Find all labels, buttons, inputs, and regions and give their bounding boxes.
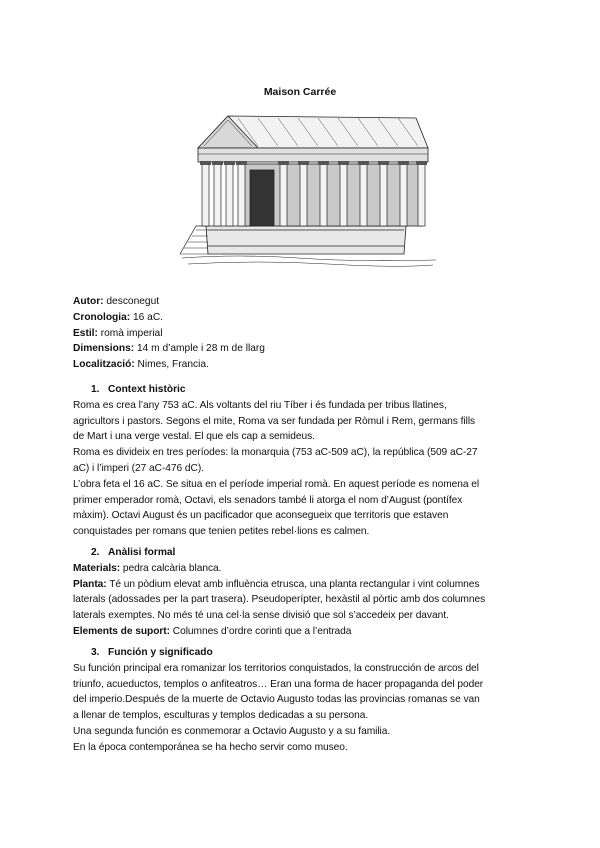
paragraph-line: Una segunda función es conmemorar a Octavio Augusto y a su familia.: [73, 725, 391, 737]
paragraph-line: conquistades per romans que tenien petites rebel·lions es calmen.: [73, 526, 370, 538]
planta-line: Planta: Té un pòdium elevat amb influència etrusca, una planta rectangular i vint columnes: [73, 578, 480, 590]
support-line: Elements de suport: Columnes d’ordre corinti que a l’entrada: [73, 625, 352, 637]
section-heading: 2. Anàlisi formal: [91, 547, 176, 558]
roman-temple-illustration-icon: [178, 108, 440, 268]
paragraph-line: aC) i l’imperi (27 aC-476 dC).: [73, 462, 204, 474]
meta-dimensions: Dimensions: 14 m d’ample i 28 m de llarg: [73, 343, 265, 355]
page-title: Maison Carrée: [263, 86, 337, 98]
paragraph-line: laterals (adossades per la part trasera). Pseudoperípter, hexàstil al pòrtic amb dos columnes: [73, 594, 486, 606]
section-function: [73, 645, 533, 756]
paragraph-line: a llenar de templos, esculturas y templos dedicadas a su persona.: [73, 710, 369, 722]
materials-line: Materials: pedra calcària blanca.: [73, 562, 222, 574]
artwork-metadata: [73, 294, 265, 373]
paragraph-line: L’obra feta el 16 aC. Se situa en el període imperial romà. En aquest període es nomena el: [73, 478, 480, 490]
section-formal-analysis: [73, 545, 533, 640]
paragraph-line: triunfo, acueductos, templos o anfiteatros… Eran una forma de hacer propaganda del poder: [73, 678, 484, 690]
section-heading: 1. Context històric: [91, 384, 186, 395]
section-heading: 3. Función y significado: [91, 647, 213, 658]
paragraph-line: màxim). Octavi August és un pacificador que aconsegueix que territoris que estaven: [73, 510, 449, 522]
meta-chronology: Cronologia: 16 aC.: [73, 311, 164, 323]
paragraph-line: Roma es divideix en tres períodes: la monarquia (753 aC-509 aC), la república (509 aC-27: [73, 447, 478, 459]
paragraph-line: laterals exemptes. No més té una cel·la sense divisió que sol s’accedeix per davant.: [73, 610, 449, 622]
paragraph-line: Roma es crea l’any 753 aC. Als voltants del riu Tíber i és fundada per tribus llatines,: [73, 399, 447, 411]
paragraph-line: de Mart i una verge vestal. El que els cap a semideus.: [73, 431, 315, 443]
paragraph-line: agricultors i pastors. Segons el mite, Roma va ser fundada per Ròmul i Rem, germans fills: [73, 415, 476, 427]
meta-style: Estil: romà imperial: [73, 327, 163, 339]
paragraph-line: primer emperador romà, Octavi, els senadors també li atorga el nom d’August (pontífex: [73, 494, 463, 506]
section-context: [73, 382, 533, 540]
meta-author: Autor: desconegut: [73, 296, 160, 307]
meta-location: Localització: Nimes, Francia.: [73, 359, 209, 371]
paragraph-line: Su función principal era romanizar los territorios conquistados, la construcción de arcos del: [73, 662, 479, 674]
paragraph-line: En la época contemporánea se ha hecho servir como museo.: [73, 741, 348, 753]
paragraph-line: del imperio.Después de la muerte de Octavio Augusto todas las provincias romanas se van: [73, 694, 480, 706]
